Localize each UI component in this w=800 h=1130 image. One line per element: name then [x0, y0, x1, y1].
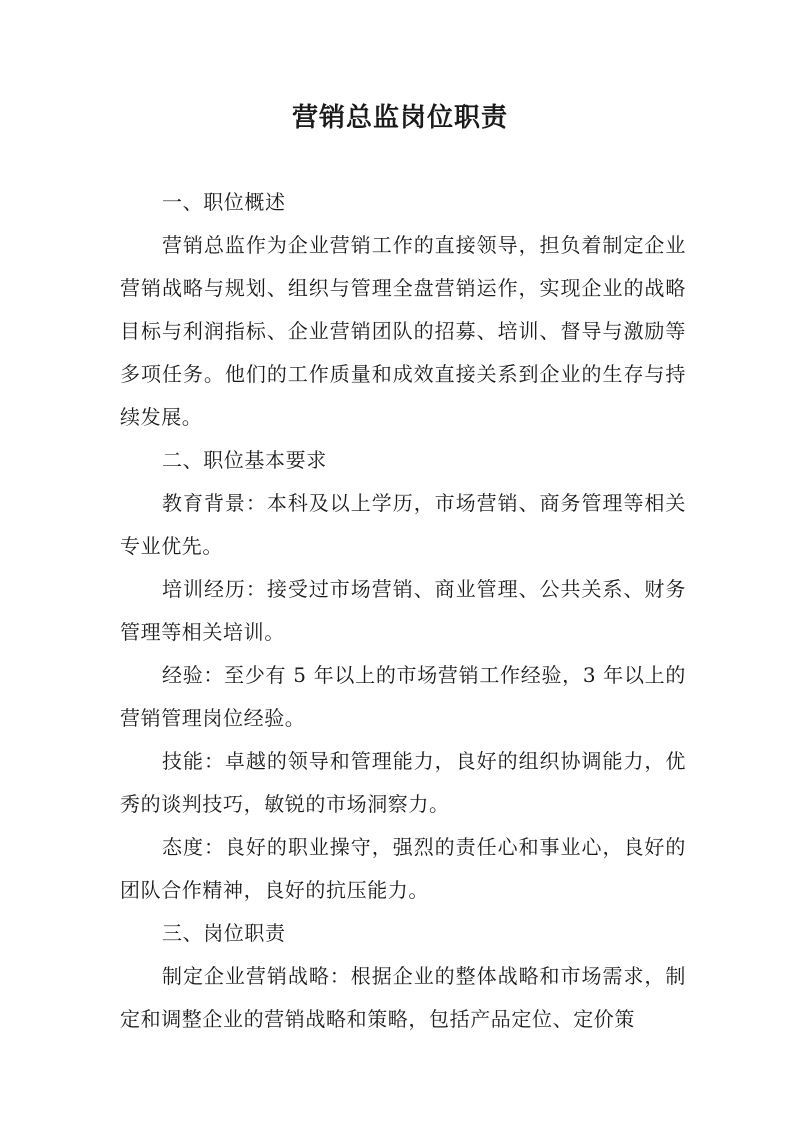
document-title: 营销总监岗位职责	[291, 103, 508, 133]
section-heading-duties: 三、岗位职责	[162, 921, 286, 945]
paragraph-strategy: 制定企业营销战略：根据企业的整体战略和市场需求，制定和调整企业的营销战略和策略，包括产品定位、定价策	[120, 964, 686, 1031]
document-body	[120, 181, 686, 1041]
paragraph-experience: 经验：至少有 5 年以上的市场营销工作经验，3 年以上的营销管理岗位经验。	[120, 663, 686, 730]
paragraph-training: 培训经历：接受过市场营销、商业管理、公共关系、财务管理等相关培训。	[120, 577, 686, 644]
section-heading-overview: 一、职位概述	[162, 190, 286, 214]
paragraph-attitude: 态度：良好的职业操守，强烈的责任心和事业心，良好的团队合作精神，良好的抗压能力。	[120, 835, 686, 902]
paragraph-overview: 营销总监作为企业营销工作的直接领导，担负着制定企业营销战略与规划、组织与管理全盘营销运作，实现企业的战略目标与利润指标、企业营销团队的招募、培训、督导与激励等多项任务。他们的工作质量和成效直接关系到企业的生存与持续发展。	[120, 233, 686, 429]
paragraph-education: 教育背景：本科及以上学历，市场营销、商务管理等相关专业优先。	[120, 491, 686, 558]
section-heading-requirements: 二、职位基本要求	[162, 448, 327, 472]
paragraph-skills: 技能：卓越的领导和管理能力，良好的组织协调能力，优秀的谈判技巧，敏锐的市场洞察力。	[120, 749, 686, 816]
